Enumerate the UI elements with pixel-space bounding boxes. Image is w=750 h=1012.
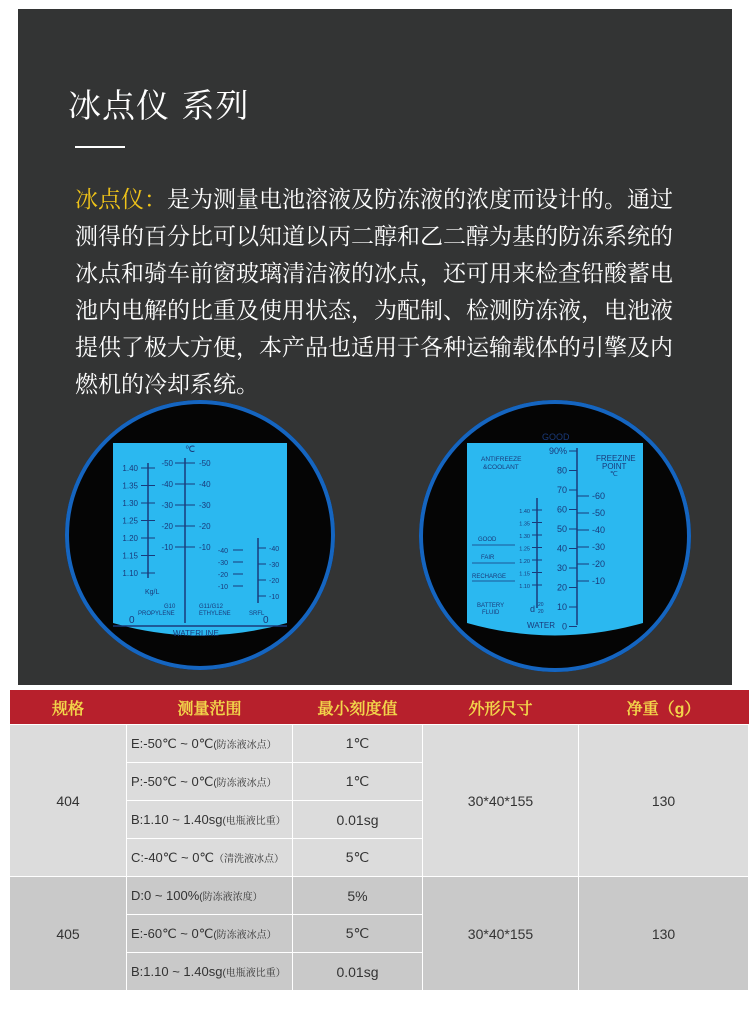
battery-label: 1.35 <box>519 521 530 528</box>
pg-label: -50 <box>161 459 173 468</box>
scope-right-good: GOOD <box>542 432 570 442</box>
battery-label-2: FLUID <box>482 610 500 616</box>
description-label: 冰点仪： <box>75 187 167 213</box>
model-cell: 405 <box>10 877 127 991</box>
fp-label: -30 <box>592 542 606 552</box>
scope-left-waterline: WATERLINE <box>173 629 219 638</box>
scope-right <box>417 398 693 674</box>
pct-label: 30 <box>556 563 567 573</box>
title-underline <box>75 146 125 148</box>
eg-label: -50 <box>199 459 211 468</box>
scope-right-water: WATER <box>527 621 555 630</box>
sg-label: 1.10 <box>122 569 138 578</box>
eg-label: -20 <box>199 522 211 531</box>
min-scale-cell: 1℃ <box>293 763 423 801</box>
min-scale-cell: 5℃ <box>293 915 423 953</box>
pg-label: -30 <box>161 501 173 510</box>
srfl-left-label: -20 <box>217 572 228 579</box>
scope-left-eg-label: ETHYLENE <box>199 611 231 617</box>
table-row <box>10 877 749 915</box>
scope-left <box>63 398 337 672</box>
fp-label: -40 <box>592 525 606 535</box>
scope-left-unit: ℃ <box>185 444 196 454</box>
table-header-row <box>10 690 749 725</box>
weight-cell: 130 <box>579 725 749 877</box>
min-scale-cell: 0.01sg <box>293 953 423 991</box>
sg-label: 1.15 <box>122 551 138 561</box>
pct-label: 70 <box>556 485 567 495</box>
range-cell: D:0 ~ 100%(防冻液浓度） <box>127 877 293 915</box>
range-cell: B:1.10 ~ 1.40sg(电瓶液比重） <box>127 801 293 839</box>
eg-label: -10 <box>199 543 211 552</box>
min-scale-cell: 0.01sg <box>293 801 423 839</box>
scope-right-unit: ℃ <box>610 471 618 478</box>
scope-right-freezing: FREEZINE <box>596 454 636 463</box>
eg-label: -30 <box>199 501 211 510</box>
battery-label: 1.10 <box>519 584 530 590</box>
fp-label: -60 <box>592 491 606 501</box>
weight-cell: 130 <box>579 877 749 991</box>
range-cell: E:-50℃ ~ 0℃(防冻液冰点） <box>127 725 293 763</box>
header-min-scale: 最小刻度值 <box>293 690 423 725</box>
battery-state-good: GOOD <box>478 537 497 543</box>
scope-left-zero-right: 0 <box>263 615 269 626</box>
d-sub: 20 <box>538 609 544 615</box>
sg-label: 1.40 <box>122 464 138 473</box>
battery-state-recharge: RECHARGE <box>472 574 507 580</box>
battery-label: 1.40 <box>519 509 530 515</box>
fp-label: -10 <box>592 576 606 586</box>
header-range: 测量范围 <box>127 690 293 725</box>
pg-label: -10 <box>161 543 173 552</box>
product-description <box>75 182 687 404</box>
sg-label: 1.35 <box>122 481 138 491</box>
pg-label: -40 <box>161 480 173 489</box>
min-scale-cell: 5℃ <box>293 839 423 877</box>
sg-label: 1.25 <box>122 516 138 526</box>
page-title: 冰点仪 系列 <box>68 86 250 125</box>
model-cell: 404 <box>10 725 127 877</box>
sg-label: 1.20 <box>122 534 138 543</box>
srfl-right-label: -10 <box>269 594 280 601</box>
pct-label: 10 <box>556 602 567 612</box>
pct-label: 60 <box>556 504 567 515</box>
range-cell: E:-60℃ ~ 0℃(防冻液冰点） <box>127 915 293 953</box>
pct-label: 50 <box>556 524 567 534</box>
min-scale-cell: 5% <box>293 877 423 915</box>
description-text: 是为测量电池溶液及防冻液的浓度而设计的。通过测得的百分比可以知道以丙二醇和乙二醇为基的防冻系统的冰点和骑车前窗玻璃清洁液的冰点，还可用来检查铅酸蓄电池内电解的比重及使用状态，为配制、检测防冻液，电池液提供了极大方便，本产品也适用于各种运输载体的引擎及内燃机的冷却系统。 <box>75 187 673 398</box>
srfl-left-label: -30 <box>217 560 228 567</box>
min-scale-cell: 1℃ <box>293 725 423 763</box>
battery-label: 1.30 <box>519 534 530 540</box>
eg-label: -40 <box>199 480 211 489</box>
srfl-right-label: -30 <box>269 562 280 569</box>
header-size: 外形尺寸 <box>423 690 579 725</box>
battery-label-1: BATTERY <box>477 603 505 609</box>
d-label: d <box>530 604 536 614</box>
fp-label: -20 <box>592 559 606 569</box>
pct-label: 20 <box>556 582 567 593</box>
table-row <box>10 725 749 763</box>
pg-label: -20 <box>161 522 173 531</box>
battery-label: 1.25 <box>519 546 530 553</box>
spec-table <box>9 690 748 991</box>
range-cell: C:-40℃ ~ 0℃（清洗液冰点） <box>127 839 293 877</box>
battery-label: 1.20 <box>519 559 530 565</box>
range-cell: P:-50℃ ~ 0℃(防冻液冰点） <box>127 763 293 801</box>
sg-label: 1.30 <box>122 499 138 508</box>
scope-left-zero-left: 0 <box>129 615 135 626</box>
scope-left-pg-label: PROPYLENE <box>138 611 175 617</box>
pct-label: 90% <box>548 446 567 456</box>
pct-label: 40 <box>556 543 567 554</box>
header-model: 规格 <box>10 690 127 725</box>
scope-left-eg-top: G11/G12 <box>199 604 223 610</box>
srfl-left-label: -10 <box>217 584 228 591</box>
size-cell: 30*40*155 <box>423 725 579 877</box>
pct-label: 80 <box>556 465 567 476</box>
srfl-right-label: -20 <box>269 578 280 585</box>
scope-left-pg-top: G10 <box>164 604 176 610</box>
scope-right-coolant: &COOLANT <box>483 464 519 471</box>
range-cell: B:1.10 ~ 1.40sg(电瓶液比重） <box>127 953 293 991</box>
srfl-right-label: -40 <box>269 546 280 553</box>
d-sup: 20 <box>538 602 544 608</box>
scope-right-antifreeze: ANTIFREEZE <box>481 456 522 463</box>
scope-right-point: POINT <box>602 462 627 471</box>
scope-left-sg-unit: Kg/L <box>145 589 160 596</box>
scope-left-srfl-label: SRFL <box>249 611 265 617</box>
battery-label: 1.15 <box>519 571 530 578</box>
fp-label: -50 <box>592 508 606 518</box>
header-weight: 净重（g） <box>579 690 749 725</box>
srfl-left-label: -40 <box>217 548 228 555</box>
pct-label: 0 <box>561 621 567 632</box>
battery-state-fair: FAIR <box>481 555 495 561</box>
size-cell: 30*40*155 <box>423 877 579 991</box>
